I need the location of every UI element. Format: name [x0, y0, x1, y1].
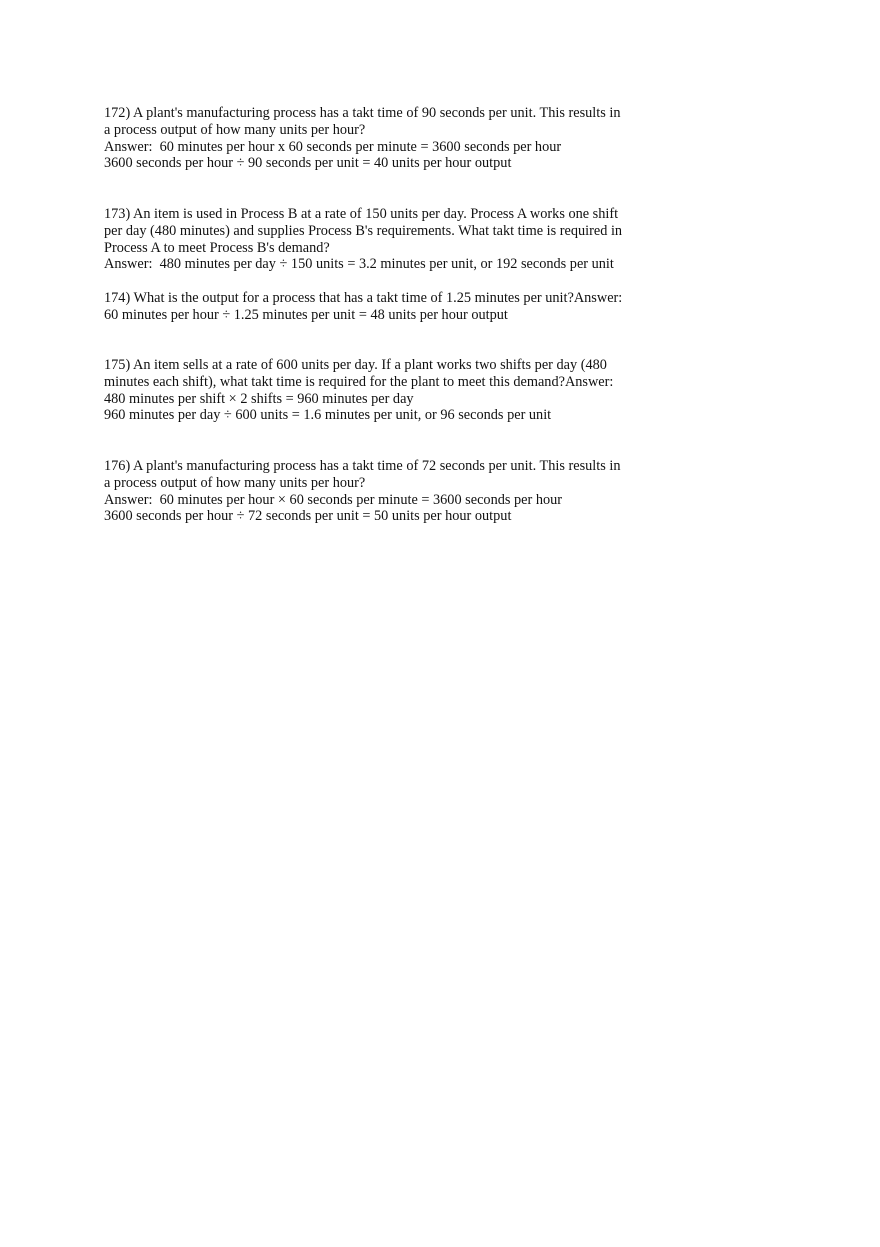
question-text-line: a process output of how many units per hour?	[104, 474, 366, 491]
question-175	[104, 357, 644, 424]
question-text-line: per day (480 minutes) and supplies Process B's requirements. What takt time is required in	[104, 222, 623, 239]
answer-line: 480 minutes per shift × 2 shifts = 960 minutes per day	[104, 390, 414, 407]
question-176	[104, 458, 644, 525]
answer-line: Answer: 60 minutes per hour × 60 seconds per minute = 3600 seconds per hour	[104, 491, 563, 508]
question-172	[104, 105, 644, 172]
question-174	[104, 290, 644, 324]
answer-line: 60 minutes per hour ÷ 1.25 minutes per unit = 48 units per hour output	[104, 306, 508, 323]
question-text-line: 175) An item sells at a rate of 600 units per day. If a plant works two shifts per day (480	[104, 357, 607, 373]
question-text-line: 174) What is the output for a process that has a takt time of 1.25 minutes per unit?Answer:	[104, 290, 623, 306]
question-173	[104, 206, 644, 273]
question-text-line: Process A to meet Process B's demand?	[104, 239, 330, 256]
answer-line: Answer: 480 minutes per day ÷ 150 units = 3.2 minutes per unit, or 192 seconds per unit	[104, 256, 614, 273]
question-text-line: 172) A plant's manufacturing process has a takt time of 90 seconds per unit. This results in	[104, 105, 621, 121]
question-text-line: 176) A plant's manufacturing process has a takt time of 72 seconds per unit. This results in	[104, 458, 621, 474]
answer-line: 960 minutes per day ÷ 600 units = 1.6 minutes per unit, or 96 seconds per unit	[104, 407, 552, 424]
answer-line: 3600 seconds per hour ÷ 90 seconds per unit = 40 units per hour output	[104, 155, 512, 172]
answer-line: Answer: 60 minutes per hour x 60 seconds per minute = 3600 seconds per hour	[104, 138, 562, 155]
answer-line: 3600 seconds per hour ÷ 72 seconds per unit = 50 units per hour output	[104, 508, 512, 525]
question-text-line: 173) An item is used in Process B at a rate of 150 units per day. Process A works one shift	[104, 206, 619, 222]
question-text-line: a process output of how many units per hour?	[104, 121, 366, 138]
question-text-line: minutes each shift), what takt time is required for the plant to meet this demand?Answer:	[104, 373, 614, 390]
